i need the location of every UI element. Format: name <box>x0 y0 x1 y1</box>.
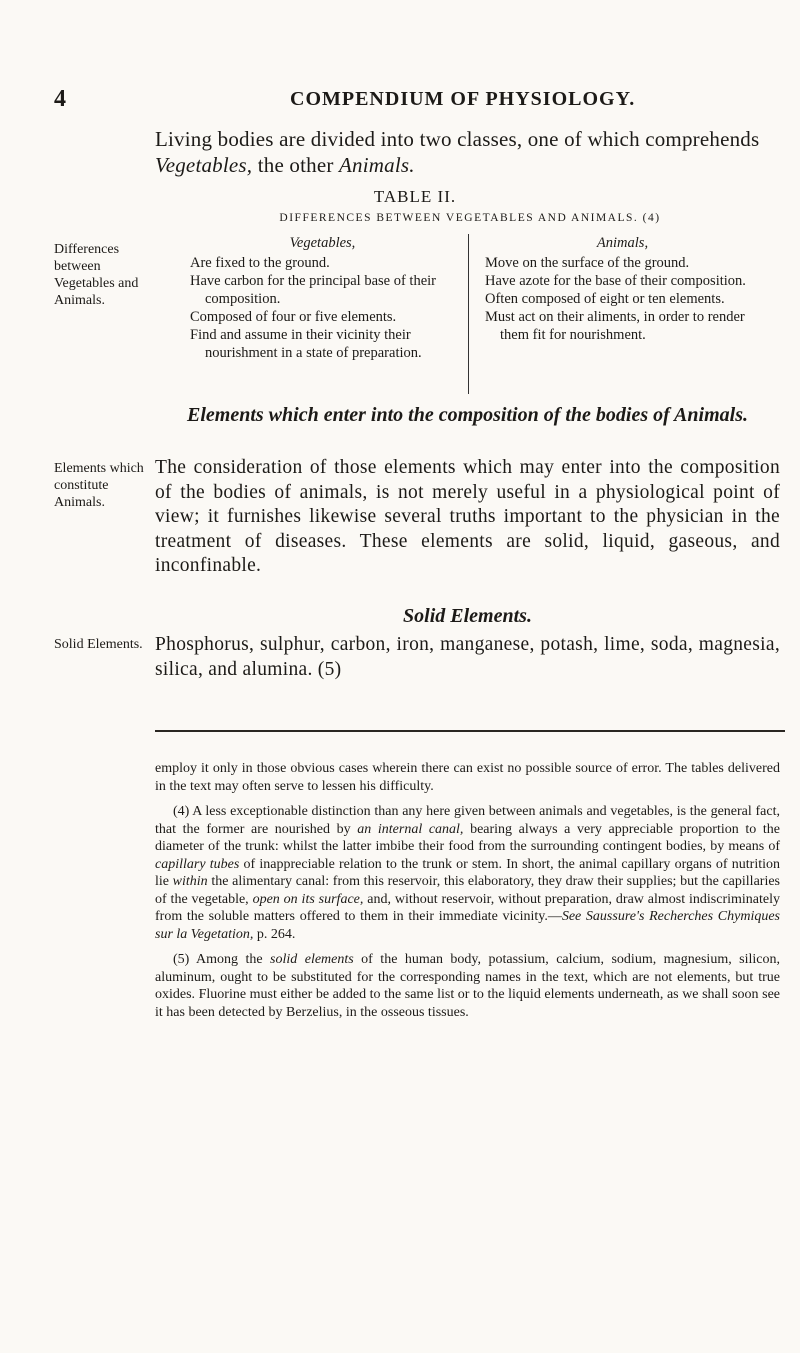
footnote-5: (5) Among the solid elements of the human body, potassium, calcium, sodium, magnesium, silicon, aluminum, ought to be substituted for the corresponding names in the text, which are not elements, but true oxides. Fluorine must either be added to the same list or to the liquid elements underneath, as we shall soon see it has been detected by Berzelius, in the osseous tissues. <box>155 952 781 1020</box>
running-title: COMPENDIUM OF PHYSIOLOGY. <box>290 88 636 110</box>
margin-note-elements: Elements which constitute Animals. <box>54 461 144 510</box>
animals-term: Animals. <box>339 153 415 177</box>
vegetables-heading: Vegetables, <box>289 235 356 251</box>
intro-paragraph: Living bodies are divided into two classes, one of which comprehends Vegetables, the other Animals. <box>155 127 760 177</box>
margin-note-differences: Differences between Vegetables and Animals. <box>54 242 139 308</box>
page-number: 4 <box>54 86 66 112</box>
vegetables-term: Vegetables, <box>155 153 253 177</box>
table-title: TABLE II. <box>373 187 457 206</box>
animals-heading: Animals, <box>596 235 649 251</box>
animals-item: Must act on their aliments, in order to render them fit for nourishment. <box>485 309 745 343</box>
animals-item: Have azote for the base of their composition. <box>485 273 746 289</box>
elements-paragraph: The consideration of those elements which may enter into the composition of the bodies of animals, is not merely useful in a physiological point of view; it furnishes likewise several truths important to the physician in the treatment of diseases. These elements are solid, liquid, gaseous, and inconfinable. <box>155 457 780 576</box>
vegetables-item: Have carbon for the principal base of their composition. <box>190 273 436 307</box>
footnotes <box>155 760 780 1029</box>
margin-note-solid: Solid Elements. <box>54 637 143 652</box>
footnote-4: (4) A less exceptionable distinction than any here given between animals and vegetables, is the general fact, that the former are nourished by an internal canal, bearing always a very appreciable proportion to the diameter of the trunk: whilst the latter imbibe their food from the surrounding contingent bodies, by means of capillary tubes of inappreciable relation to the trunk or stem. In short, the animal capillary organs of nutrition lie within the alimentary canal: from this reservoir, this elaboratory, they draw their supplies; but the capillaries of the vegetable, open on its surface, and, without reservoir, without preparation, draw almost indiscriminately from the soluble matters offered to them in their immediate vicinity.—See Saussure's Recherches Chymiques sur la Vegetation, p. 264. <box>155 804 780 942</box>
column-divider <box>468 234 469 394</box>
vegetables-item: Are fixed to the ground. <box>190 255 330 271</box>
animals-column <box>485 234 760 344</box>
elements-section-heading: Elements which enter into the composition of the bodies of Animals. <box>187 404 748 426</box>
animals-item: Move on the surface of the ground. <box>485 255 690 271</box>
vegetables-column <box>190 234 455 362</box>
vegetables-item: Find and assume in their vicinity their nourishment in a state of preparation. <box>190 327 422 361</box>
footnote-rule <box>155 730 785 732</box>
solid-elements-paragraph: Phosphorus, sulphur, carbon, iron, manganese, potash, lime, soda, magnesia, silica, and alumina. (5) <box>155 634 780 680</box>
solid-elements-heading: Solid Elements. <box>403 605 532 627</box>
table-subtitle: DIFFERENCES BETWEEN VEGETABLES AND ANIMALS. (4) <box>279 212 661 224</box>
footnote-continuation: employ it only in those obvious cases wherein there can exist no possible source of error. The tables delivered in the text may often serve to lessen his difficulty. <box>155 761 780 794</box>
vegetables-item: Composed of four or five elements. <box>190 309 397 325</box>
animals-item: Often composed of eight or ten elements. <box>485 291 725 307</box>
